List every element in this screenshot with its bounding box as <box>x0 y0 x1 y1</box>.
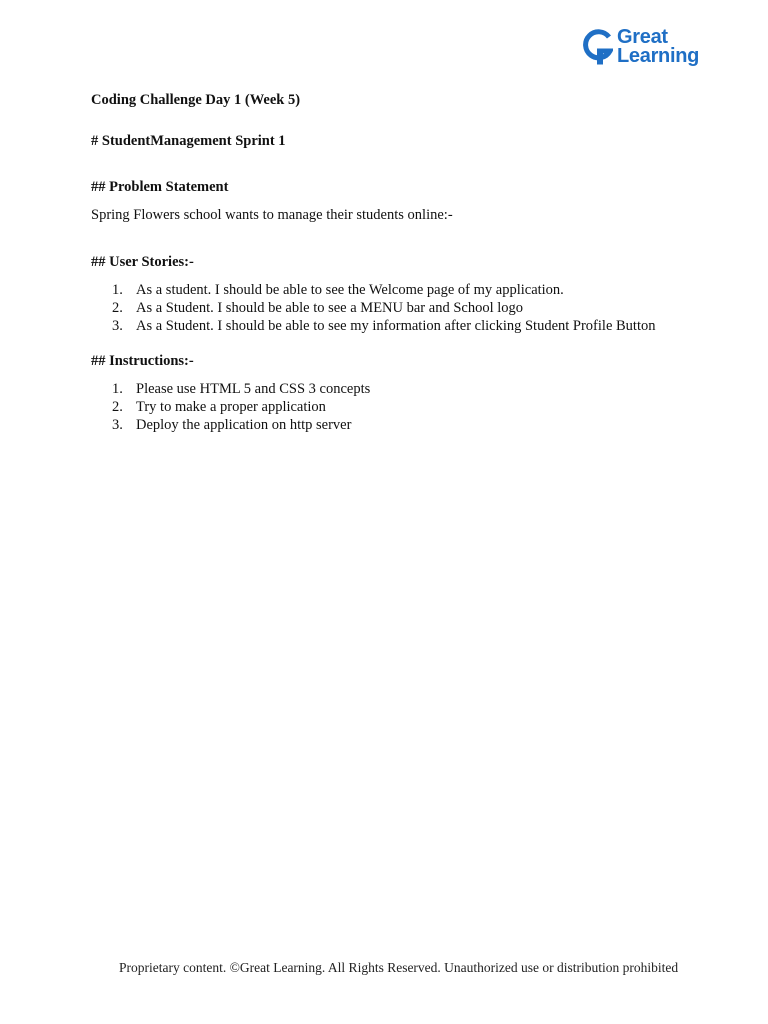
list-item <box>112 380 370 398</box>
logo-line-2: Learning <box>617 45 700 67</box>
list-item <box>112 398 370 416</box>
list-item-number: 2. <box>112 300 123 316</box>
list-item-number: 1. <box>112 381 123 397</box>
list-item <box>112 299 656 317</box>
list-item <box>112 416 370 434</box>
user-stories-heading: ## User Stories:- <box>91 254 194 270</box>
list-item-text: Please use HTML 5 and CSS 3 concepts <box>136 381 371 397</box>
great-learning-g-icon <box>583 29 613 67</box>
problem-statement-heading: ## Problem Statement <box>91 179 229 195</box>
list-item-number: 3. <box>112 417 123 433</box>
list-item-number: 2. <box>112 399 123 415</box>
logo-line-1: Great <box>617 26 668 48</box>
list-item <box>112 317 656 335</box>
user-stories-list <box>112 281 656 335</box>
instructions-heading: ## Instructions:- <box>91 353 194 369</box>
list-item <box>112 281 656 299</box>
problem-statement-text: Spring Flowers school wants to manage their students online:- <box>91 207 453 223</box>
footer-copyright: Proprietary content. ©Great Learning. All Rights Reserved. Unauthorized use or distribution prohibited <box>119 960 679 975</box>
list-item-text: As a student. I should be able to see the Welcome page of my application. <box>136 282 564 298</box>
sprint-heading: # StudentManagement Sprint 1 <box>91 133 286 149</box>
list-item-text: Try to make a proper application <box>136 399 326 415</box>
list-item-text: As a Student. I should be able to see a MENU bar and School logo <box>136 300 523 316</box>
list-item-number: 3. <box>112 318 123 334</box>
list-item-number: 1. <box>112 282 123 298</box>
logo-wordmark <box>617 28 699 66</box>
document-title: Coding Challenge Day 1 (Week 5) <box>91 92 301 108</box>
great-learning-logo <box>583 28 709 72</box>
instructions-list <box>112 380 370 434</box>
list-item-text: As a Student. I should be able to see my information after clicking Student Profile Button <box>136 318 656 334</box>
list-item-text: Deploy the application on http server <box>136 417 352 433</box>
